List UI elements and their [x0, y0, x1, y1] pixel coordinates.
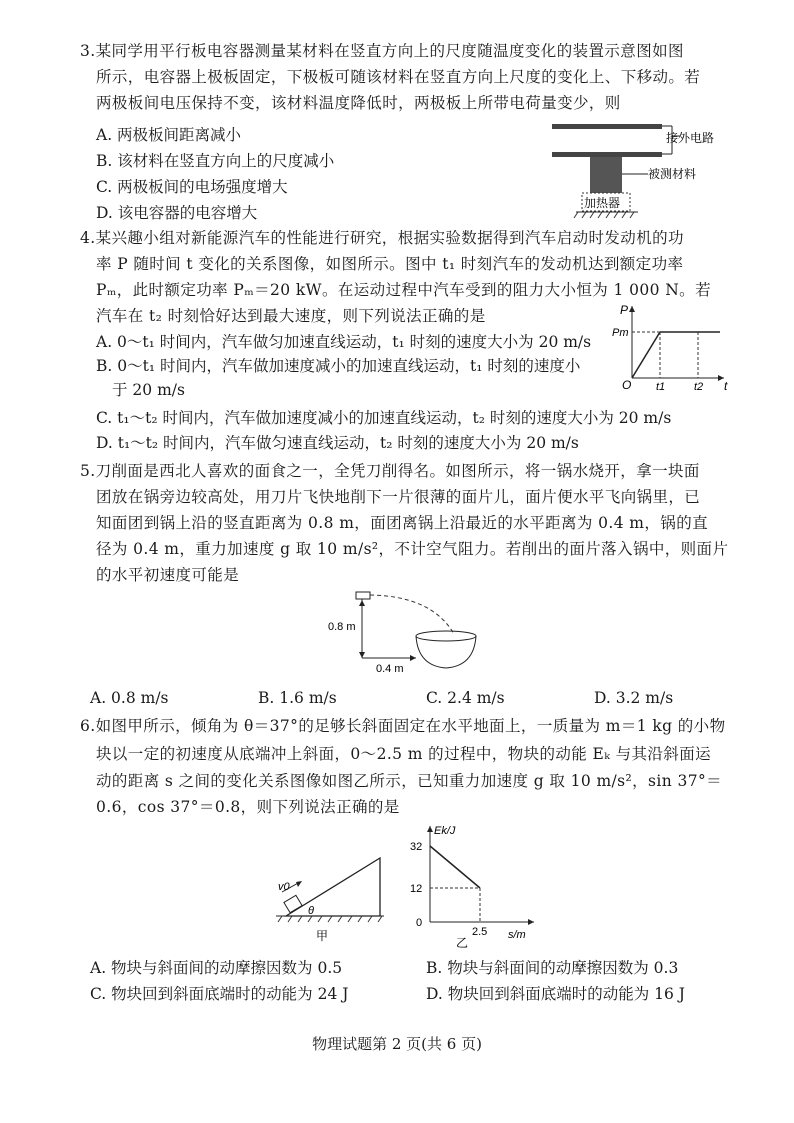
q4-option-a: A. 0～t₁ 时间内，汽车做匀加速直线运动，t₁ 时刻的速度大小为 20 m/s: [96, 333, 592, 351]
q6-option-c: C. 物块回到斜面底端时的动能为 24 J: [90, 985, 349, 1003]
q5-line-4: 径为 0.4 m，重力加速度 g 取 10 m/s²，不计空气阻力。若削出的面片落入锅中，则面片: [96, 540, 729, 558]
heater-label: 加热器: [584, 196, 621, 210]
q3-line-1: 3.某同学用平行板电容器测量某材料在竖直方向上的尺度随温度变化的装置示意图如图: [80, 42, 684, 60]
q4-power-time-graph: [612, 300, 732, 392]
t1-label: t1: [656, 381, 666, 392]
x25-label: 2.5: [472, 926, 488, 938]
q5-option-c: C. 2.4 m/s: [426, 689, 505, 707]
lower-plate: [552, 152, 662, 157]
q6-option-b: B. 物块与斜面间的动摩擦因数为 0.3: [426, 959, 679, 977]
q3-capacitor-figure: [548, 112, 718, 224]
trajectory: [370, 595, 454, 634]
material-label: 被测材料: [648, 167, 697, 181]
q4-line-2: 率 P 随时间 t 变化的关系图像，如图所示。图中 t₁ 时刻汽车的发动机达到额定功率: [96, 255, 684, 273]
ek-axis-label: Ek/J: [434, 825, 456, 837]
q6-option-a: A. 物块与斜面间的动摩擦因数为 0.5: [90, 959, 343, 977]
q5-line-5: 的水平初速度可能是: [96, 566, 240, 584]
y12-label: 12: [410, 883, 423, 895]
q3-line-2: 所示，电容器上极板固定，下极板可随该材料在竖直方向上尺度的变化上、下移动。若: [96, 68, 701, 86]
q4-line-4: 汽车在 t₂ 时刻恰好达到最大速度，则下列说法正确的是: [96, 307, 486, 325]
origin-label: O: [622, 378, 632, 392]
q5-noodle-figure: [322, 588, 492, 678]
q5-line-3: 知面团到锅上沿的竖直距离为 0.8 m，面团离锅上沿最近的水平距离为 0.4 m，锅的直: [96, 514, 709, 532]
q6-line-4: 0.6，cos 37°＝0.8，则下列说法正确的是: [96, 798, 400, 816]
q3-option-b: B. 该材料在竖直方向上的尺度减小: [96, 152, 335, 170]
height-label: 0.8 m: [328, 621, 356, 633]
q4-option-b: B. 0～t₁ 时间内，汽车做加速度减小的加速直线运动，t₁ 时刻的速度小: [96, 357, 581, 375]
q4-line-1: 4.某兴趣小组对新能源汽车的性能进行研究，根据实验数据得到汽车启动时发动机的功: [80, 229, 684, 247]
v0-label: v0: [278, 881, 290, 893]
q3-option-a: A. 两极板间距离减小: [96, 126, 242, 144]
q5-option-d: D. 3.2 m/s: [594, 689, 674, 707]
upper-plate: [552, 124, 662, 129]
q3-line-3: 两极板间电压保持不变，该材料温度降低时，两极板上所带电荷量变少，则: [96, 94, 621, 112]
q6-line-3: 动的距离 s 之间的变化关系图像如图乙所示，已知重力加速度 g 取 10 m/s²，sin 37°＝: [96, 772, 723, 790]
s-axis-label: s/m: [508, 929, 526, 941]
t2-label: t2: [694, 381, 704, 392]
dough-block: [356, 592, 370, 599]
block: [284, 895, 302, 912]
q6-line-1: 6.如图甲所示，倾角为 θ＝37°的足够长斜面固定在水平地面上，一质量为 m＝1 kg 的小物: [80, 717, 726, 735]
q6-line-2: 块以一定的初速度从底端冲上斜面，0～2.5 m 的过程中，物块的动能 Eₖ 与其沿斜面运: [96, 745, 711, 763]
q3-option-d: D. 该电容器的电容增大: [96, 204, 258, 222]
caption-jia: 甲: [316, 929, 329, 943]
q4-option-d: D. t₁～t₂ 时间内，汽车做匀速直线运动，t₂ 时刻的速度大小为 20 m/s: [96, 434, 579, 452]
pm-label: Pm: [612, 327, 629, 339]
q6-option-d: D. 物块回到斜面底端时的动能为 16 J: [426, 985, 686, 1003]
t-axis-label: t: [724, 379, 728, 392]
q5-line-1: 5.刀削面是西北人喜欢的面食之一，全凭刀削得名。如图所示，将一锅水烧开，拿一块面: [80, 462, 700, 480]
circuit-label: 接外电路: [666, 131, 715, 145]
q4-line-3: Pₘ，此时额定功率 Pₘ＝20 kW。在运动过程中汽车受到的阻力大小恒为 1 000 N。若: [96, 281, 711, 299]
page-footer: 物理试题第 2 页(共 6 页): [312, 1035, 482, 1053]
q5-line-2: 团放在锅旁边较高处，用刀片飞快地削下一片很薄的面片儿，面片便水平飞向锅里，已: [96, 488, 701, 506]
theta-label: θ: [308, 905, 314, 917]
q5-option-b: B. 1.6 m/s: [258, 689, 337, 707]
dist-label: 0.4 m: [376, 663, 404, 675]
q4-option-c: C. t₁～t₂ 时间内，汽车做加速度减小的加速直线运动，t₂ 时刻的速度大小为 20 m/s: [96, 409, 672, 427]
origin-0-label: 0: [416, 917, 423, 929]
q5-option-a: A. 0.8 m/s: [90, 689, 169, 707]
material-block: [590, 157, 622, 193]
q3-option-c: C. 两极板间的电场强度增大: [96, 178, 288, 196]
q4-option-b-cont: 于 20 m/s: [112, 381, 185, 399]
pot-rim: [416, 631, 476, 641]
caption-yi: 乙: [456, 936, 469, 950]
y32-label: 32: [410, 841, 423, 853]
q6-energy-graph: [394, 820, 544, 950]
q6-incline-figure: [272, 852, 392, 948]
p-axis-label: P: [620, 303, 629, 317]
